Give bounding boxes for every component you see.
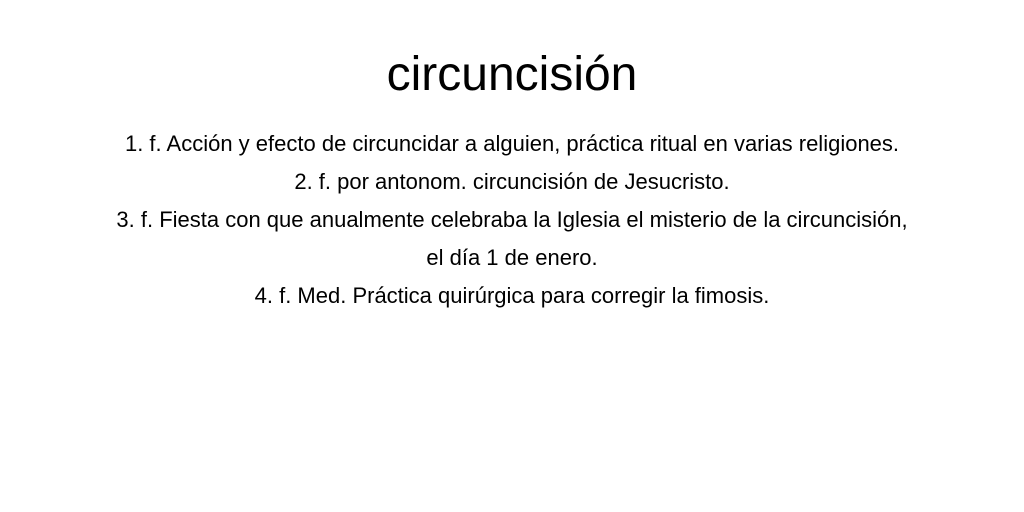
- definition-4: 4. f. Med. Práctica quirúrgica para corregir la fimosis.: [254, 283, 770, 308]
- definition-list: [112, 125, 912, 315]
- definition-3: 3. f. Fiesta con que anualmente celebraba la Iglesia el misterio de la circuncisión, el día 1 de enero.: [116, 207, 908, 270]
- definition-2: 2. f. por antonom. circuncisión de Jesucristo.: [294, 169, 730, 194]
- definition-1: 1. f. Acción y efecto de circuncidar a alguien, práctica ritual en varias religiones.: [124, 131, 900, 156]
- entry-title: circuncisión: [386, 48, 638, 101]
